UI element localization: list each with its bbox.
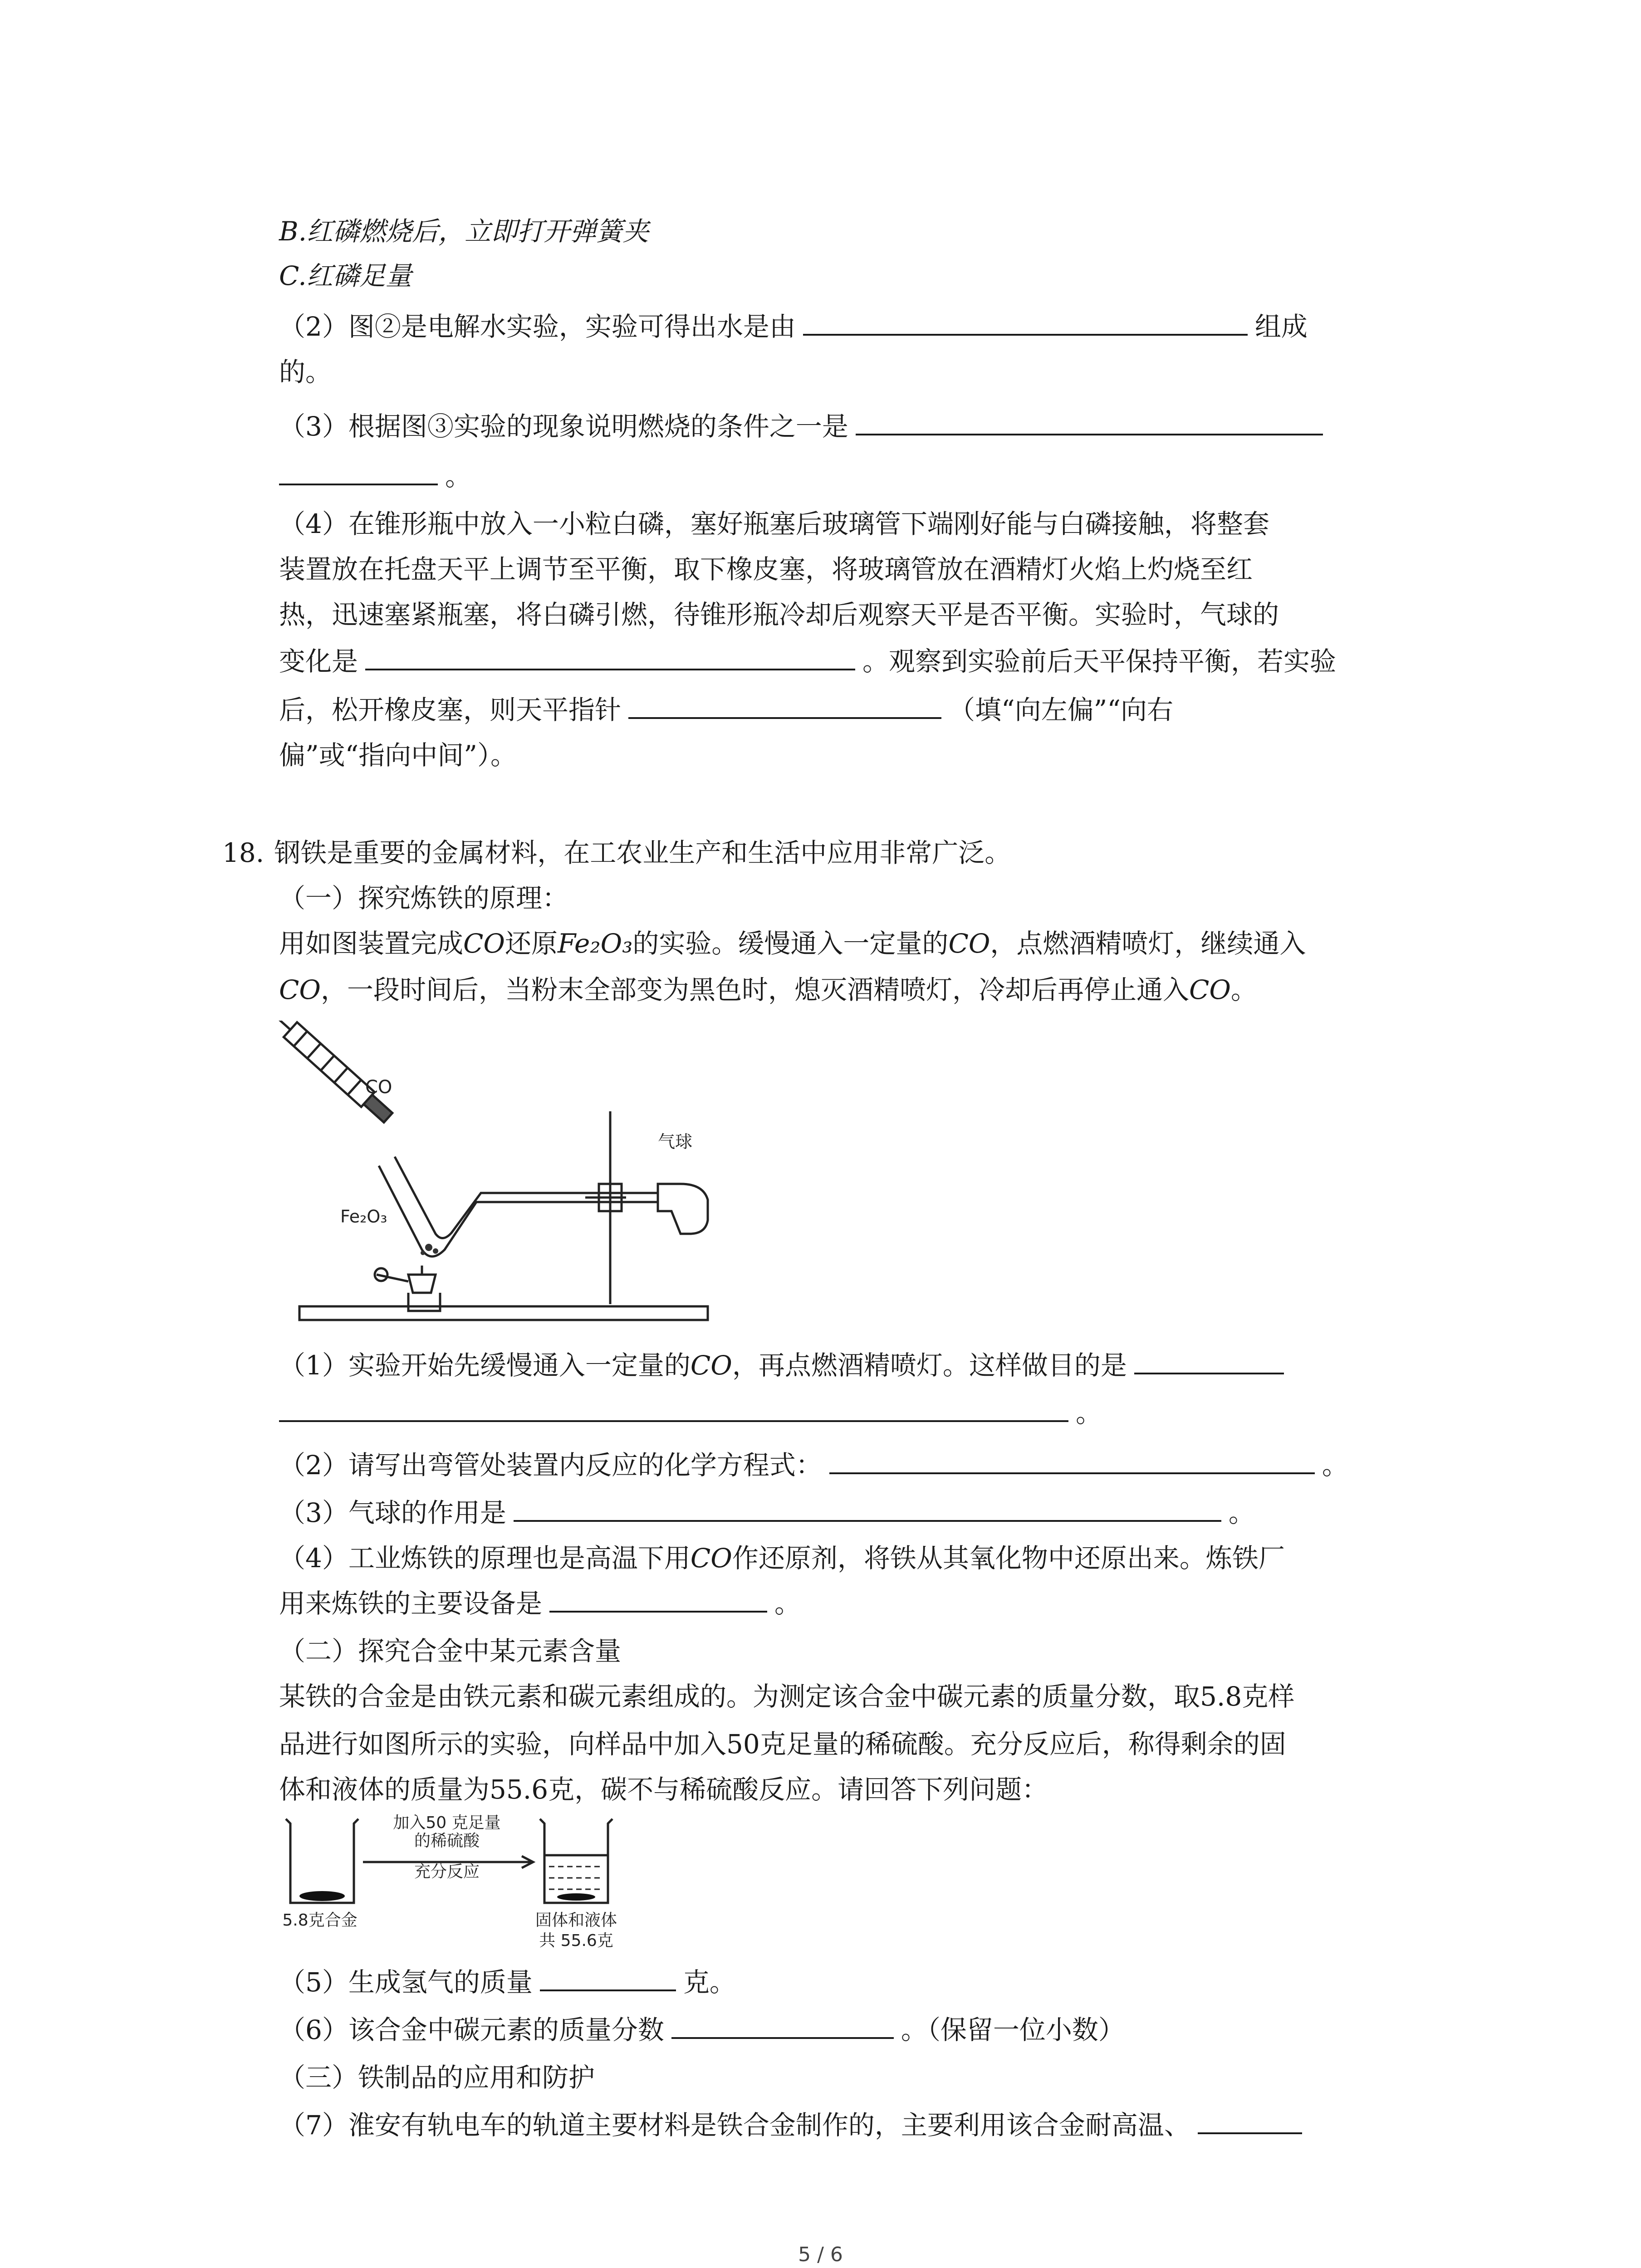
q17-part3-line1: （3）根据图③实验的现象说明燃烧的条件之一是 [279,408,1330,445]
section-1-heading: （一）探究炼铁的原理： [279,883,569,914]
answer-blank[interactable] [279,1396,1068,1422]
answer-blank[interactable] [829,1448,1315,1474]
answer-blank[interactable] [1134,1348,1284,1374]
q18-part2: （2）请写出弯管处装置内反应的化学方程式： 。 [279,1447,1348,1483]
q18-part4-line2: 用来炼铁的主要设备是 。 [279,1585,801,1622]
balloon-label: 气球 [658,1132,693,1152]
experiment-desc-line1: 用如图装置完成CO还原Fe₂O₃的实验。缓慢通入一定量的CO，点燃酒精喷灯，继续通入 [279,928,1306,959]
q18-part7: （7）淮安有轨电车的轨道主要材料是铁合金制作的，主要利用该合金耐高温、 [279,2107,1309,2143]
arrow-label-1: 加入50 克足量 [393,1813,501,1832]
apparatus-diagram [272,1021,780,1338]
q18-intro: 18. 钢铁是重要的金属材料，在工农业生产和生活中应用非常广泛。 [222,837,1011,868]
q17-part4-line4: 变化是 。观察到实验前后天平保持平衡，若实验 [279,643,1336,679]
alloy-desc-line3: 体和液体的质量为55.6克，碳不与稀硫酸反应。请回答下列问题： [279,1774,1048,1805]
page-number: 5 / 6 [798,2243,843,2266]
q18-part1-line1: （1）实验开始先缓慢通入一定量的CO，再点燃酒精喷灯。这样做目的是 [279,1347,1291,1383]
right-beaker-label-1: 固体和液体 [535,1911,617,1930]
left-beaker-label: 5.8克合金 [282,1911,358,1930]
co-reduction-apparatus-figure [272,1021,780,1338]
q17-part4-line5: 后，松开橡皮塞，则天平指针 （填“向左偏”“向右 [279,692,1173,728]
q18-part5: （5）生成氢气的质量 克。 [279,1964,736,2000]
answer-blank[interactable] [1198,2108,1302,2134]
q18-part3: （3）气球的作用是 。 [279,1495,1255,1531]
arrow-label-3: 充分反应 [414,1862,480,1881]
q17-part4-line1: （4）在锥形瓶中放入一小粒白磷，塞好瓶塞后玻璃管下端刚好能与白磷接触，将整套 [279,508,1269,539]
answer-blank[interactable] [671,2013,894,2039]
answer-blank[interactable] [803,309,1248,336]
q17-part2-line2: 的。 [279,357,332,387]
option-c: C.红磷足量 [279,260,412,291]
q17-part2-line1: （2）图②是电解水实验，实验可得出水是由 组成 [279,308,1308,345]
left-beaker-icon [286,1819,358,1903]
q17-part4-line2: 装置放在托盘天平上调节至平衡，取下橡皮塞，将玻璃管放在酒精灯火焰上灼烧至红 [279,554,1253,585]
answer-blank[interactable] [549,1586,767,1613]
section-3-heading: （三）铁制品的应用和防护 [279,2062,595,2093]
q17-part4-line6: 偏”或“指向中间”）。 [279,740,517,771]
answer-blank[interactable] [856,409,1323,435]
alloy-desc-line2: 品进行如图所示的实验，向样品中加入50克足量的稀硫酸。充分反应后，称得剩余的固 [279,1729,1286,1760]
answer-blank[interactable] [365,644,855,670]
section-2-heading: （二）探究合金中某元素含量 [279,1636,622,1667]
experiment-desc-line2: CO，一段时间后，当粉末全部变为黑色时，熄灭酒精喷灯，冷却后再停止通入CO。 [279,974,1257,1005]
co-label: CO [365,1077,392,1098]
answer-blank[interactable] [514,1496,1221,1522]
answer-blank[interactable] [279,459,438,485]
q17-part4-line3: 热，迅速塞紧瓶塞，将白磷引燃，待锥形瓶冷却后观察天平是否平衡。实验时，气球的 [279,599,1279,630]
alloy-desc-line1: 某铁的合金是由铁元素和碳元素组成的。为测定该合金中碳元素的质量分数，取5.8克样 [279,1681,1295,1712]
q18-part1-line2: 。 [279,1395,1102,1431]
right-beaker-label-2: 共 55.6克 [539,1931,613,1950]
right-beaker-icon [540,1819,612,1903]
q18-part4-line1: （4）工业炼铁的原理也是高温下用CO作还原剂，将铁从其氧化物中还原出来。炼铁厂 [279,1543,1285,1574]
beaker-reaction-figure [272,1810,681,1960]
q18-part6: （6）该合金中碳元素的质量分数 。（保留一位小数） [279,2012,1125,2048]
option-b: B.红磷燃烧后，立即打开弹簧夹 [279,216,649,247]
syringe-icon [272,1021,396,1126]
arrow-label-2: 的稀硫酸 [414,1832,480,1850]
q17-part3-line2: 。 [279,458,471,494]
answer-blank[interactable] [540,1965,676,1991]
fe2o3-label: Fe₂O₃ [340,1207,387,1227]
answer-blank[interactable] [628,693,941,719]
beaker-diagram [272,1810,681,1960]
